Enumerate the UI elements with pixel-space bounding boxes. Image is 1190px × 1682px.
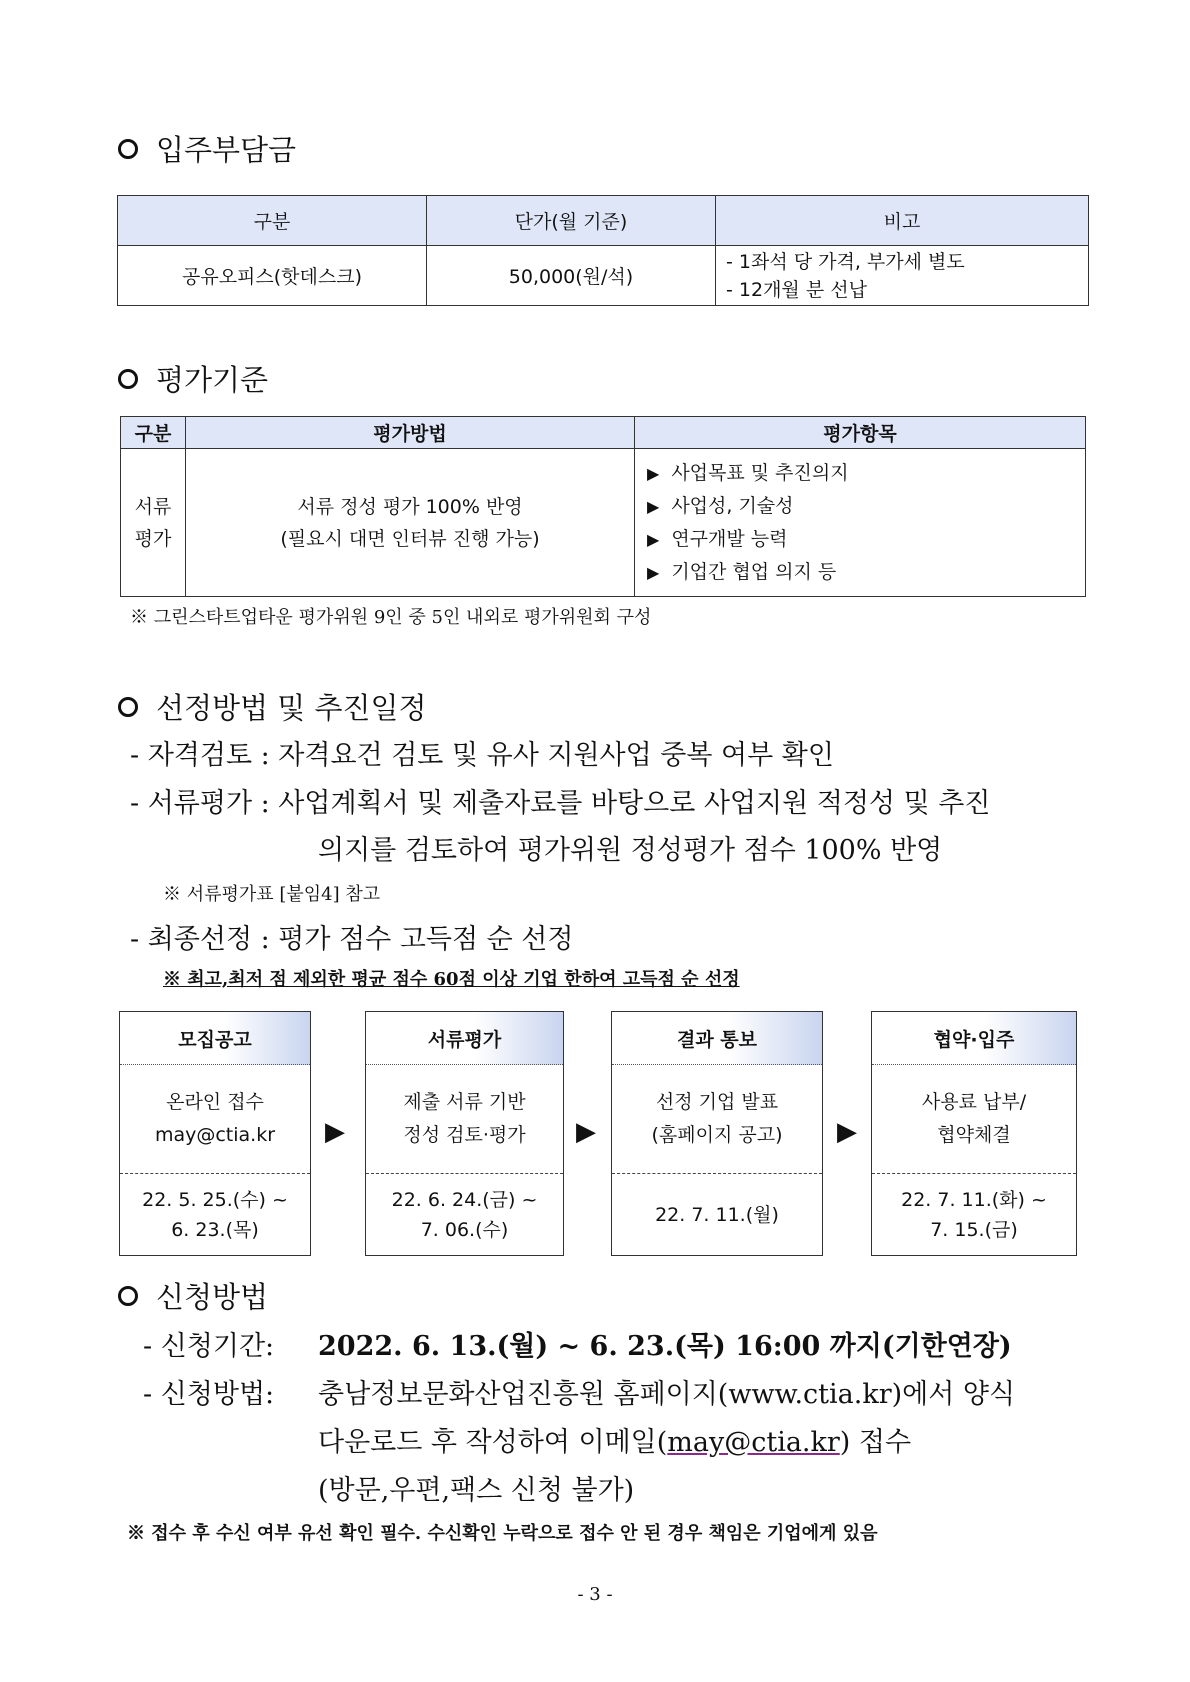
circle-bullet-icon [118, 697, 138, 717]
fee-header-notes: 비고 [716, 196, 1089, 246]
flow-step-date: 22. 5. 25.(수) ~ 6. 23.(목) [142, 1188, 288, 1241]
flow-step-title: 결과 통보 [612, 1012, 822, 1065]
section-title-text: 입주부담금 [156, 133, 297, 167]
flow-step-recruit [119, 1011, 311, 1256]
criteria-method-line: (필요시 대면 인터뷰 진행 가능) [280, 527, 540, 550]
criteria-item: ▶ 사업성, 기술성 [647, 490, 1084, 523]
criteria-note: ※ 그린스타트업타운 평가위원 9인 중 5인 내외로 평가위원회 구성 [130, 607, 652, 628]
criteria-table [120, 416, 1086, 597]
selection-line-final: - 최종선정 : 평가 점수 고득점 순 선정 [130, 924, 574, 955]
selection-line-qualification: - 자격검토 : 자격요건 검토 및 유사 지원사업 중복 여부 확인 [130, 740, 834, 771]
flow-step-title: 모집공고 [120, 1012, 310, 1065]
fee-header-price: 단가(월 기준) [427, 196, 716, 246]
circle-bullet-icon [118, 1286, 138, 1306]
criteria-cell-items [635, 449, 1086, 597]
criteria-header-category: 구분 [121, 417, 186, 449]
apply-note: ※ 접수 후 수신 여부 유선 확인 필수. 수신확인 누락으로 접수 안 된 경우 책임은 기업에게 있음 [127, 1523, 878, 1544]
circle-bullet-icon [118, 139, 138, 159]
flow-step-body: 사용료 납부/ 협약체결 [872, 1065, 1076, 1174]
section-title-text: 평가기준 [156, 363, 269, 397]
selection-note-average: ※ 최고,최저 점 제외한 평균 점수 60점 이상 기업 한하여 고득점 순 선정 [163, 969, 740, 990]
criteria-method-line: 서류 정성 평가 100% 반영 [297, 495, 523, 518]
criteria-header-items: 평가항목 [635, 417, 1086, 449]
apply-period-label: - 신청기간: [143, 1331, 275, 1362]
arrow-right-icon: ▶ [576, 1117, 596, 1147]
fee-note-line: - 12개월 분 선납 [726, 278, 867, 301]
selection-line-document-cont: 의지를 검토하여 평가위원 정성평가 점수 100% 반영 [318, 835, 943, 866]
flow-step-contract [871, 1011, 1077, 1256]
apply-method-label: - 신청방법: [143, 1379, 275, 1410]
criteria-header-method: 평가방법 [186, 417, 635, 449]
section-title-apply [118, 1275, 268, 1316]
flow-step-body: 온라인 접수 may@ctia.kr [120, 1065, 310, 1174]
apply-method-line3: (방문,우편,팩스 신청 불가) [318, 1475, 635, 1506]
circle-bullet-icon [118, 369, 138, 389]
triangle-right-icon: ▶ [647, 529, 660, 549]
fee-cell-price: 50,000(원/석) [427, 246, 716, 306]
criteria-item: ▶ 기업간 협업 의지 등 [647, 556, 1084, 589]
section-title-fee [118, 128, 296, 169]
criteria-item: ▶ 사업목표 및 추진의지 [647, 457, 1084, 490]
arrow-right-icon: ▶ [325, 1117, 345, 1147]
section-title-text: 선정방법 및 추진일정 [156, 691, 427, 725]
fee-header-type: 구분 [118, 196, 427, 246]
criteria-cell-method [186, 449, 635, 597]
triangle-right-icon: ▶ [647, 562, 660, 582]
fee-cell-notes [716, 246, 1089, 306]
apply-period-value: 2022. 6. 13.(월) ~ 6. 23.(목) 16:00 까지(기한연장) [318, 1331, 1012, 1362]
fee-table [117, 195, 1089, 306]
section-title-criteria [118, 358, 268, 399]
flow-step-date: 22. 6. 24.(금) ~ 7. 06.(수) [391, 1188, 538, 1241]
selection-note-eval-sheet: ※ 서류평가표 [붙임4] 참고 [163, 884, 381, 905]
criteria-category-line: 평가 [134, 527, 172, 550]
criteria-cell-category [121, 449, 186, 597]
flow-step-body: 선정 기업 발표 (홈페이지 공고) [612, 1065, 822, 1174]
triangle-right-icon: ▶ [647, 496, 660, 516]
criteria-category-line: 서류 [134, 495, 172, 518]
flow-step-document [365, 1011, 564, 1256]
criteria-item: ▶ 연구개발 능력 [647, 523, 1084, 556]
flow-step-date: 22. 7. 11.(화) ~ 7. 15.(금) [901, 1188, 1047, 1241]
fee-cell-type: 공유오피스(핫데스크) [118, 246, 427, 306]
flow-step-result [611, 1011, 823, 1256]
flow-step-title: 서류평가 [366, 1012, 563, 1065]
email-link[interactable]: may@ctia.kr [667, 1427, 840, 1458]
section-title-selection [118, 686, 427, 727]
page-number: - 3 - [577, 1584, 613, 1605]
fee-note-line: - 1좌석 당 가격, 부가세 별도 [726, 250, 965, 273]
flow-step-date: 22. 7. 11.(월) [655, 1203, 779, 1226]
arrow-right-icon: ▶ [837, 1117, 857, 1147]
apply-method-line1: 충남정보문화산업진흥원 홈페이지(www.ctia.kr)에서 양식 [318, 1379, 1016, 1410]
section-title-text: 신청방법 [156, 1280, 269, 1314]
triangle-right-icon: ▶ [647, 463, 660, 483]
flow-step-title: 협약·입주 [872, 1012, 1076, 1065]
flow-step-body: 제출 서류 기반 정성 검토·평가 [366, 1065, 563, 1174]
apply-method-line2: 다운로드 후 작성하여 이메일(may@ctia.kr) 접수 [318, 1427, 912, 1458]
selection-line-document: - 서류평가 : 사업계획서 및 제출자료를 바탕으로 사업지원 적정성 및 추진 [130, 788, 991, 819]
